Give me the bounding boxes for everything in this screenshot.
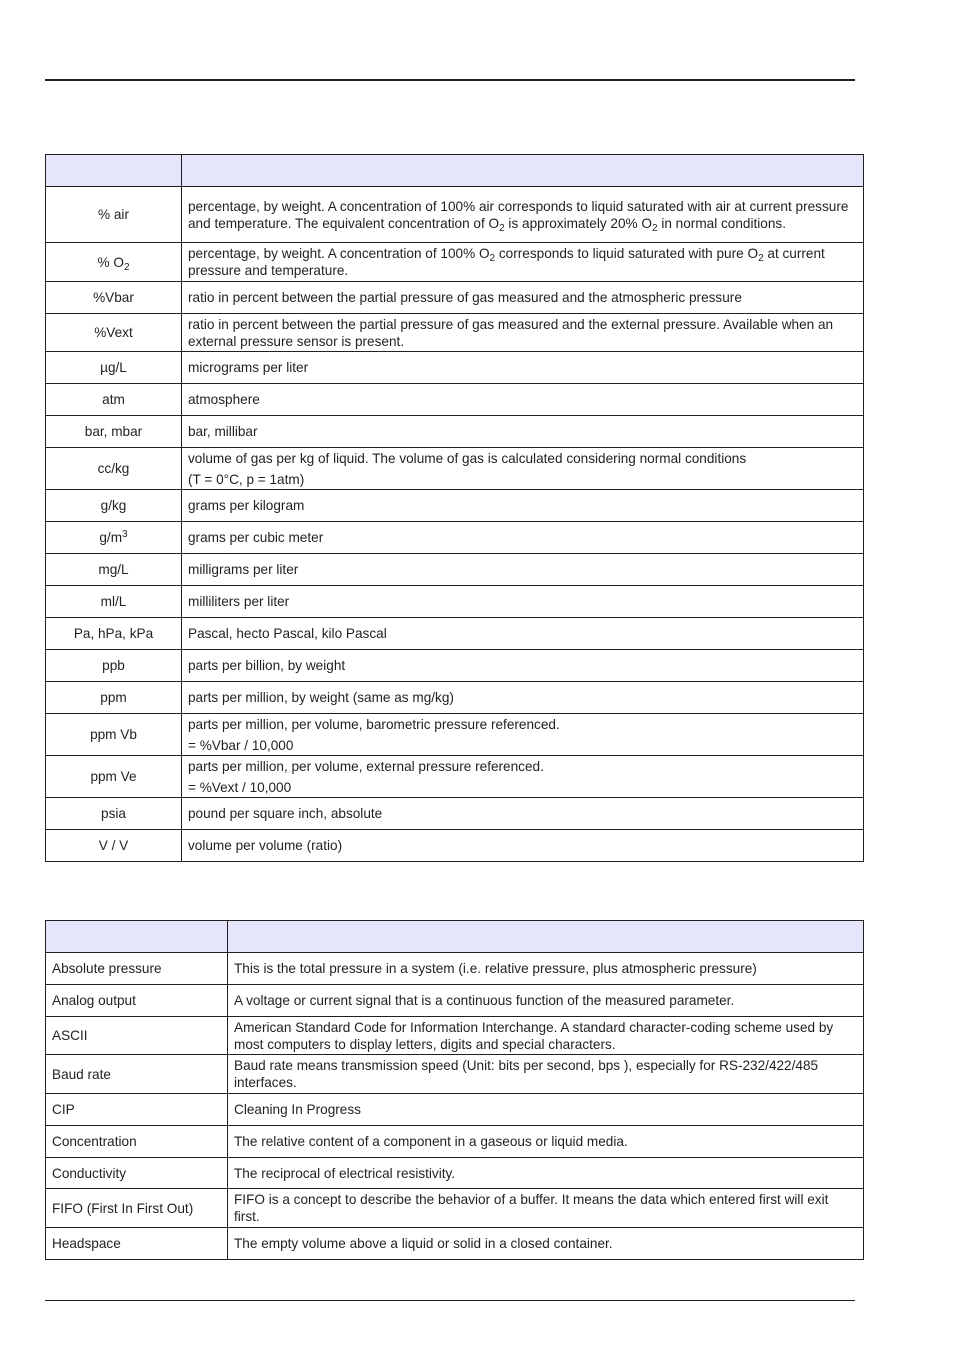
definition-cell: The reciprocal of electrical resistivity. [228, 1158, 864, 1189]
table-row [46, 756, 864, 798]
description-cell: milligrams per liter [182, 554, 864, 586]
table-row [46, 798, 864, 830]
desc-text: corresponds to liquid saturated with pure O [495, 246, 759, 261]
definition-cell: This is the total pressure in a system (i.e. relative pressure, plus atmospheric pressure) [228, 953, 864, 985]
unit-cell: %Vbar [46, 282, 182, 314]
units-header-unit [46, 155, 182, 187]
term-cell: Conductivity [46, 1158, 228, 1189]
desc-text: at current pressure and temperature. [188, 246, 825, 278]
unit-cell: ppm Vb [46, 714, 182, 756]
description-cell: grams per kilogram [182, 490, 864, 522]
description-cell: parts per million, by weight (same as mg/kg) [182, 682, 864, 714]
unit-cell: psia [46, 798, 182, 830]
description-cell: micrograms per liter [182, 352, 864, 384]
description-cell: Pascal, hecto Pascal, kilo Pascal [182, 618, 864, 650]
table-row [46, 448, 864, 490]
term-cell: CIP [46, 1094, 228, 1126]
table-row [46, 682, 864, 714]
subscript: 2 [758, 253, 764, 264]
table-row [46, 650, 864, 682]
desc-text: is approximately 20% O [504, 215, 652, 231]
table-row [46, 1228, 864, 1260]
glossary-table-header [46, 921, 864, 953]
units-table [45, 154, 864, 862]
term-cell: Concentration [46, 1126, 228, 1158]
table-row [46, 1126, 864, 1158]
desc-second-line: (T = 0°C, p = 1atm) [188, 471, 305, 487]
glossary-header-definition [228, 921, 864, 953]
description-cell: atmosphere [182, 384, 864, 416]
term-cell: FIFO (First In First Out) [46, 1189, 228, 1228]
table-row [46, 618, 864, 650]
table-row [46, 1055, 864, 1094]
desc-text: parts per million, per volume, external pressure referenced. [188, 758, 544, 774]
desc-second-line: = %Vbar / 10,000 [188, 737, 294, 753]
description-cell [182, 714, 864, 756]
unit-cell: V / V [46, 830, 182, 862]
unit-text: g/m [99, 530, 123, 545]
definition-cell: The empty volume above a liquid or solid in a closed container. [228, 1228, 864, 1260]
subscript: 2 [123, 261, 130, 273]
table-row [46, 985, 864, 1017]
description-cell: grams per cubic meter [182, 522, 864, 554]
description-cell: pound per square inch, absolute [182, 798, 864, 830]
subscript: 2 [499, 222, 505, 234]
table-row [46, 490, 864, 522]
unit-cell: ppb [46, 650, 182, 682]
desc-text: parts per million, per volume, barometric pressure referenced. [188, 716, 560, 732]
term-cell: ASCII [46, 1017, 228, 1055]
table-row [46, 352, 864, 384]
unit-cell: ppm [46, 682, 182, 714]
superscript: 3 [122, 529, 128, 540]
unit-cell: cc/kg [46, 448, 182, 490]
table-row [46, 243, 864, 282]
table-row [46, 830, 864, 862]
unit-cell [46, 522, 182, 554]
header-rule [45, 79, 855, 81]
desc-text: in normal conditions. [657, 215, 786, 231]
description-cell [182, 448, 864, 490]
unit-cell: mg/L [46, 554, 182, 586]
table-row [46, 282, 864, 314]
table-row [46, 1094, 864, 1126]
desc-second-line: = %Vext / 10,000 [188, 779, 292, 795]
definition-cell: FIFO is a concept to describe the behavior of a buffer. It means the data which entered first will exit first. [228, 1189, 864, 1228]
unit-cell: ml/L [46, 586, 182, 618]
description-cell: volume per volume (ratio) [182, 830, 864, 862]
units-table-header [46, 155, 864, 187]
units-header-description [182, 155, 864, 187]
definition-cell: The relative content of a component in a gaseous or liquid media. [228, 1126, 864, 1158]
table-row [46, 416, 864, 448]
description-cell: ratio in percent between the partial pressure of gas measured and the atmospheric pressure [182, 282, 864, 314]
table-row [46, 586, 864, 618]
unit-text: % O [97, 254, 124, 270]
desc-text: percentage, by weight. A concentration of 100% O [188, 246, 490, 261]
term-cell: Absolute pressure [46, 953, 228, 985]
table-row [46, 1017, 864, 1055]
unit-cell: bar, mbar [46, 416, 182, 448]
description-cell: bar, millibar [182, 416, 864, 448]
unit-cell: µg/L [46, 352, 182, 384]
glossary-header-term [46, 921, 228, 953]
unit-cell: atm [46, 384, 182, 416]
subscript: 2 [489, 253, 496, 264]
unit-cell [46, 243, 182, 282]
table-row [46, 384, 864, 416]
table-row [46, 1158, 864, 1189]
description-cell [182, 756, 864, 798]
unit-cell: ppm Ve [46, 756, 182, 798]
description-cell: milliliters per liter [182, 586, 864, 618]
term-cell: Baud rate [46, 1055, 228, 1094]
description-cell: ratio in percent between the partial pressure of gas measured and the external pressure. Available when an external pressure sensor is present. [182, 314, 864, 352]
table-row [46, 554, 864, 586]
definition-cell: Baud rate means transmission speed (Unit: bits per second, bps ), especially for RS-232/422/485 interfaces. [228, 1055, 864, 1094]
definition-cell: A voltage or current signal that is a continuous function of the measured parameter. [228, 985, 864, 1017]
desc-text: percentage, by weight. A concentration of 100% air corresponds to liquid saturated with air at current pressure and temperature. The equivalent concentration of O [188, 198, 849, 231]
table-row [46, 714, 864, 756]
table-row [46, 522, 864, 554]
definition-cell: Cleaning In Progress [228, 1094, 864, 1126]
desc-text: volume of gas per kg of liquid. The volume of gas is calculated considering normal conditions [188, 450, 747, 466]
description-cell: parts per billion, by weight [182, 650, 864, 682]
unit-cell: % air [46, 187, 182, 243]
unit-cell: Pa, hPa, kPa [46, 618, 182, 650]
table-row [46, 187, 864, 243]
table-row [46, 314, 864, 352]
description-cell [182, 187, 864, 243]
glossary-table [45, 920, 864, 1260]
table-row [46, 1189, 864, 1228]
description-cell [182, 243, 864, 282]
table-row [46, 953, 864, 985]
subscript: 2 [651, 222, 658, 234]
term-cell: Headspace [46, 1228, 228, 1260]
definition-cell: American Standard Code for Information Interchange. A standard character-coding scheme used by most computers to display letters, digits and special characters. [228, 1017, 864, 1055]
term-cell: Analog output [46, 985, 228, 1017]
unit-cell: %Vext [46, 314, 182, 352]
unit-cell: g/kg [46, 490, 182, 522]
footer-rule [45, 1300, 855, 1301]
